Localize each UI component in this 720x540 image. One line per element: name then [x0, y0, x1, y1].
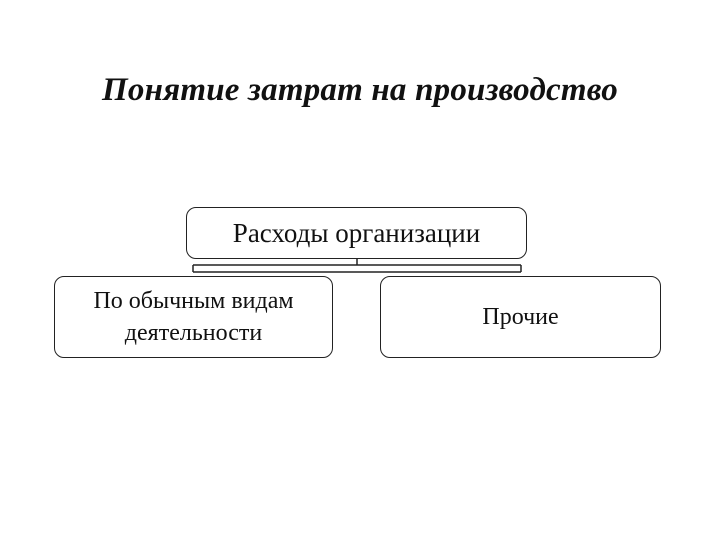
node-left-label: По обычным видам деятельности — [93, 287, 294, 346]
node-other-expenses — [380, 276, 661, 358]
node-right-label: Прочие — [482, 303, 559, 330]
node-organization-expenses — [186, 207, 527, 259]
node-root-label: Расходы организации — [232, 217, 481, 248]
slide-title: Понятие затрат на производство — [102, 72, 618, 108]
node-ordinary-activities — [54, 276, 333, 358]
